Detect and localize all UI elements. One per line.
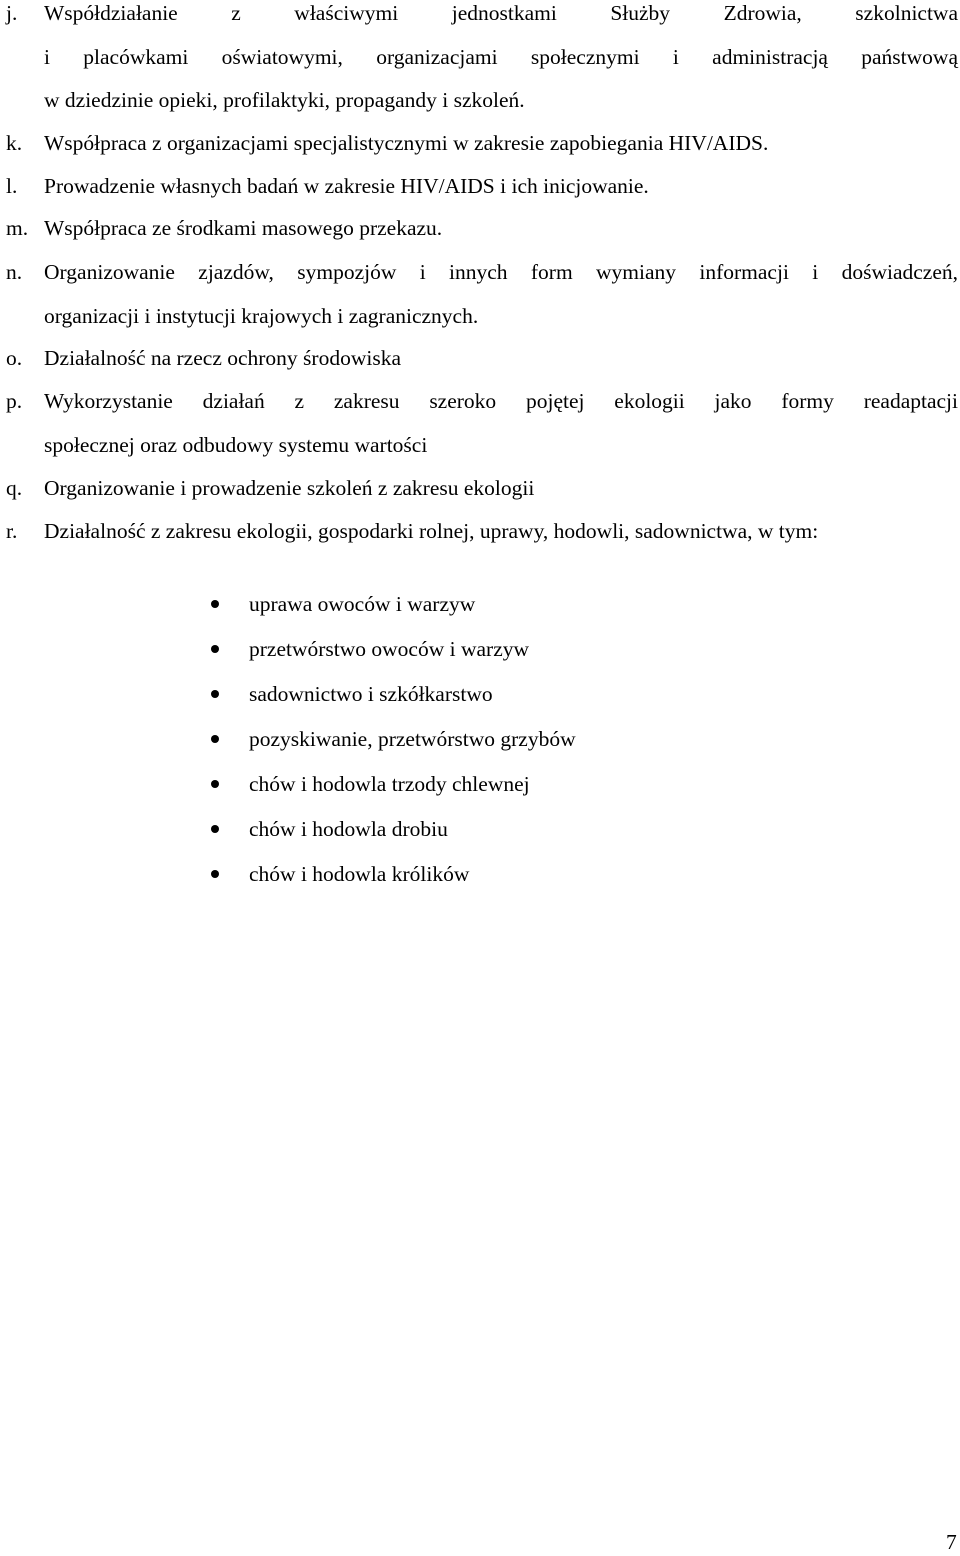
page-number: 7 <box>946 1530 957 1554</box>
list-marker: o. <box>6 346 23 370</box>
bullet-dot-icon <box>211 735 219 743</box>
bullet-dot-icon <box>211 690 219 698</box>
bullet-text: uprawa owoców i warzyw <box>249 592 476 616</box>
bullet-dot-icon <box>211 600 219 608</box>
list-marker: m. <box>6 216 29 240</box>
list-item-q <box>0 467 958 511</box>
list-marker: p. <box>6 389 23 413</box>
list-item-line: i placówkami oświatowymi, organizacjami społecznymi i administracją państwową <box>44 44 958 69</box>
bullet-text: sadownictwo i szkółkarstwo <box>249 682 493 706</box>
bullet-dot-icon <box>211 825 219 833</box>
list-item-line: Organizowanie zjazdów, sympozjów i innych form wymiany informacji i doświadczeń, <box>44 260 958 284</box>
list-item-k <box>0 122 958 166</box>
list-item-l <box>0 165 958 209</box>
bullet-dot-icon <box>211 780 219 788</box>
list-marker: q. <box>6 476 23 500</box>
list-item-line: społecznej oraz odbudowy systemu wartości <box>44 432 428 457</box>
list-item-j <box>0 0 958 123</box>
list-item-line: w dziedzinie opieki, profilaktyki, propagandy i szkoleń. <box>44 88 525 112</box>
list-marker: k. <box>6 131 23 155</box>
list-item-line: Organizowanie i prowadzenie szkoleń z zakresu ekologii <box>44 476 535 500</box>
list-item-n <box>0 251 958 338</box>
list-item-line: Współpraca z organizacjami specjalistycznymi w zakresie zapobiegania HIV/AIDS. <box>44 131 769 155</box>
list-item-line: Współpraca ze środkami masowego przekazu. <box>44 216 443 240</box>
bullet-dot-icon <box>211 870 219 878</box>
list-marker: r. <box>6 519 18 543</box>
bullet-text: chów i hodowla trzody chlewnej <box>249 772 530 796</box>
list-marker: n. <box>6 260 23 284</box>
list-item-line: Działalność na rzecz ochrony środowiska <box>44 346 401 370</box>
list-marker: j. <box>6 1 18 25</box>
list-item-r <box>0 510 958 554</box>
bullet-dot-icon <box>211 645 219 653</box>
bullet-text: chów i hodowla drobiu <box>249 817 448 841</box>
list-item-line: Wykorzystanie działań z zakresu szeroko pojętej ekologii jako formy readaptacji <box>44 389 958 413</box>
list-marker: l. <box>6 174 18 198</box>
list-item-line: organizacji i instytucji krajowych i zagranicznych. <box>44 303 479 328</box>
list-item-line: Prowadzenie własnych badań w zakresie HIV/AIDS i ich inicjowanie. <box>44 174 649 198</box>
bullet-text: pozyskiwanie, przetwórstwo grzybów <box>249 727 576 751</box>
list-item-line: Współdziałanie z właściwymi jednostkami Służby Zdrowia, szkolnictwa <box>44 1 958 25</box>
list-item-p <box>0 380 958 467</box>
list-item-o <box>0 337 958 381</box>
list-item-m <box>0 207 958 251</box>
bullet-text: przetwórstwo owoców i warzyw <box>249 637 530 661</box>
list-item-line: Działalność z zakresu ekologii, gospodarki rolnej, uprawy, hodowli, sadownictwa, w tym: <box>44 519 819 543</box>
bullet-text: chów i hodowla królików <box>249 862 470 886</box>
